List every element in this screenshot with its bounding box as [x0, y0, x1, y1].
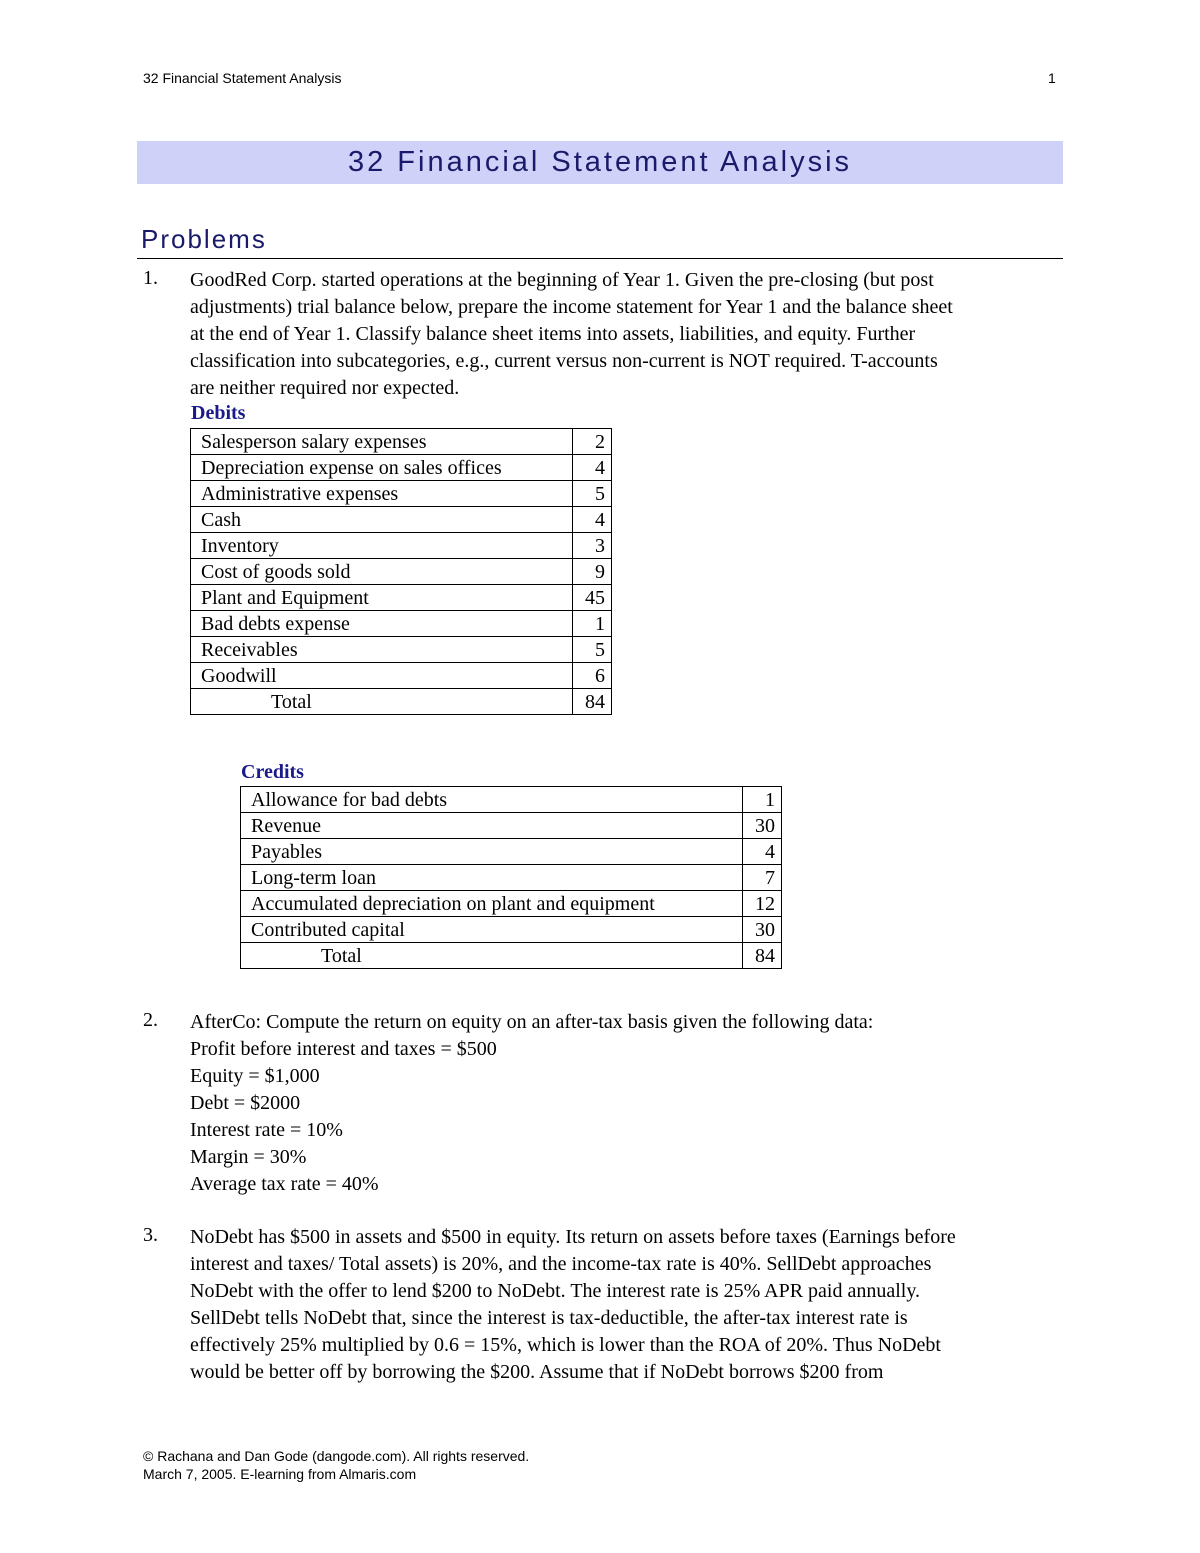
problem-1-line: GoodRed Corp. started operations at the beginning of Year 1. Given the pre-closing (but post	[190, 269, 934, 291]
debits-heading: Debits	[191, 402, 246, 424]
problem-2-line: Interest rate = 10%	[190, 1119, 343, 1141]
debit-value: 9	[572, 559, 611, 585]
debit-item: Administrative expenses	[191, 481, 573, 507]
table-row	[241, 787, 782, 813]
credit-item: Revenue	[241, 813, 743, 839]
total-row	[191, 689, 612, 715]
debit-item: Goodwill	[191, 663, 573, 689]
chapter-title: 32 Financial Statement Analysis	[347, 146, 853, 178]
problem-2-line: Profit before interest and taxes = $500	[190, 1038, 497, 1060]
credit-total-label: Total	[241, 943, 743, 969]
debit-item: Bad debts expense	[191, 611, 573, 637]
footer-copyright: © Rachana and Dan Gode (dangode.com). All rights reserved.	[143, 1448, 530, 1464]
table-row	[241, 865, 782, 891]
page-number: 1	[1048, 70, 1056, 86]
problem-1-line: adjustments) trial balance below, prepare the income statement for Year 1 and the balance sheet	[190, 296, 953, 318]
credit-value: 4	[742, 839, 781, 865]
debit-item: Depreciation expense on sales offices	[191, 455, 573, 481]
table-row	[191, 481, 612, 507]
table-row	[191, 429, 612, 455]
debit-value: 3	[572, 533, 611, 559]
credit-item: Allowance for bad debts	[241, 787, 743, 813]
table-row	[191, 559, 612, 585]
table-row	[191, 507, 612, 533]
debit-value: 5	[572, 637, 611, 663]
debit-value: 2	[572, 429, 611, 455]
footer-date: March 7, 2005. E-learning from Almaris.com	[143, 1466, 417, 1482]
problem-3-line: effectively 25% multiplied by 0.6 = 15%, which is lower than the ROA of 20%. Thus NoDebt	[190, 1334, 941, 1356]
debit-value: 5	[572, 481, 611, 507]
debit-item: Cash	[191, 507, 573, 533]
debit-value: 1	[572, 611, 611, 637]
credits-heading: Credits	[241, 761, 304, 783]
debit-total-value: 84	[572, 689, 611, 715]
table-row	[241, 917, 782, 943]
table-row	[191, 663, 612, 689]
credit-value: 7	[742, 865, 781, 891]
credit-total-value: 84	[742, 943, 781, 969]
credit-value: 30	[742, 917, 781, 943]
problem-1-line: classification into subcategories, e.g., current versus non-current is NOT required. T-accounts	[190, 350, 938, 372]
footer	[143, 1447, 529, 1483]
problem-1-number: 1.	[143, 267, 158, 289]
table-row	[241, 813, 782, 839]
credit-item: Contributed capital	[241, 917, 743, 943]
problem-1-text	[190, 267, 1058, 402]
credit-value: 30	[742, 813, 781, 839]
credits-table	[240, 786, 782, 969]
debit-value: 45	[572, 585, 611, 611]
problem-2-line: Debt = $2000	[190, 1092, 301, 1114]
problem-3-text	[190, 1224, 1058, 1386]
total-row	[241, 943, 782, 969]
debit-value: 4	[572, 507, 611, 533]
table-row	[191, 637, 612, 663]
section-heading: Problems	[141, 224, 267, 254]
table-row	[241, 891, 782, 917]
problem-2-line: AfterCo: Compute the return on equity on an after-tax basis given the following data:	[190, 1011, 874, 1033]
section-divider	[137, 258, 1063, 259]
credit-item: Accumulated depreciation on plant and equipment	[241, 891, 743, 917]
problem-2-text	[190, 1009, 873, 1198]
table-row	[191, 611, 612, 637]
debit-item: Cost of goods sold	[191, 559, 573, 585]
problem-3-line: would be better off by borrowing the $200. Assume that if NoDebt borrows $200 from	[190, 1361, 884, 1383]
problem-3-line: SellDebt tells NoDebt that, since the interest is tax-deductible, the after-tax interest rate is	[190, 1307, 908, 1329]
credit-value: 12	[742, 891, 781, 917]
credit-item: Long-term loan	[241, 865, 743, 891]
table-row	[191, 533, 612, 559]
problem-2-line: Margin = 30%	[190, 1146, 307, 1168]
table-row	[191, 455, 612, 481]
debit-item: Receivables	[191, 637, 573, 663]
problem-2-line: Average tax rate = 40%	[190, 1173, 379, 1195]
debits-table	[190, 428, 612, 715]
problem-1-line: are neither required nor expected.	[190, 377, 460, 399]
problem-3-line: interest and taxes/ Total assets) is 20%, and the income-tax rate is 40%. SellDebt approaches	[190, 1253, 932, 1275]
problem-1-line: at the end of Year 1. Classify balance sheet items into assets, liabilities, and equity. Further	[190, 323, 916, 345]
debit-item: Inventory	[191, 533, 573, 559]
table-row	[241, 839, 782, 865]
table-row	[191, 585, 612, 611]
debit-total-label: Total	[191, 689, 573, 715]
credit-item: Payables	[241, 839, 743, 865]
problem-3-line: NoDebt has $500 in assets and $500 in equity. Its return on assets before taxes (Earnings before	[190, 1226, 956, 1248]
problem-2-line: Equity = $1,000	[190, 1065, 320, 1087]
problem-2-number: 2.	[143, 1009, 158, 1031]
chapter-title-band	[137, 141, 1063, 184]
credit-value: 1	[742, 787, 781, 813]
debit-value: 4	[572, 455, 611, 481]
problem-3-line: NoDebt with the offer to lend $200 to NoDebt. The interest rate is 25% APR paid annually.	[190, 1280, 921, 1302]
debit-item: Plant and Equipment	[191, 585, 573, 611]
problem-3-number: 3.	[143, 1224, 158, 1246]
debit-value: 6	[572, 663, 611, 689]
running-header: 32 Financial Statement Analysis	[143, 70, 342, 86]
debit-item: Salesperson salary expenses	[191, 429, 573, 455]
